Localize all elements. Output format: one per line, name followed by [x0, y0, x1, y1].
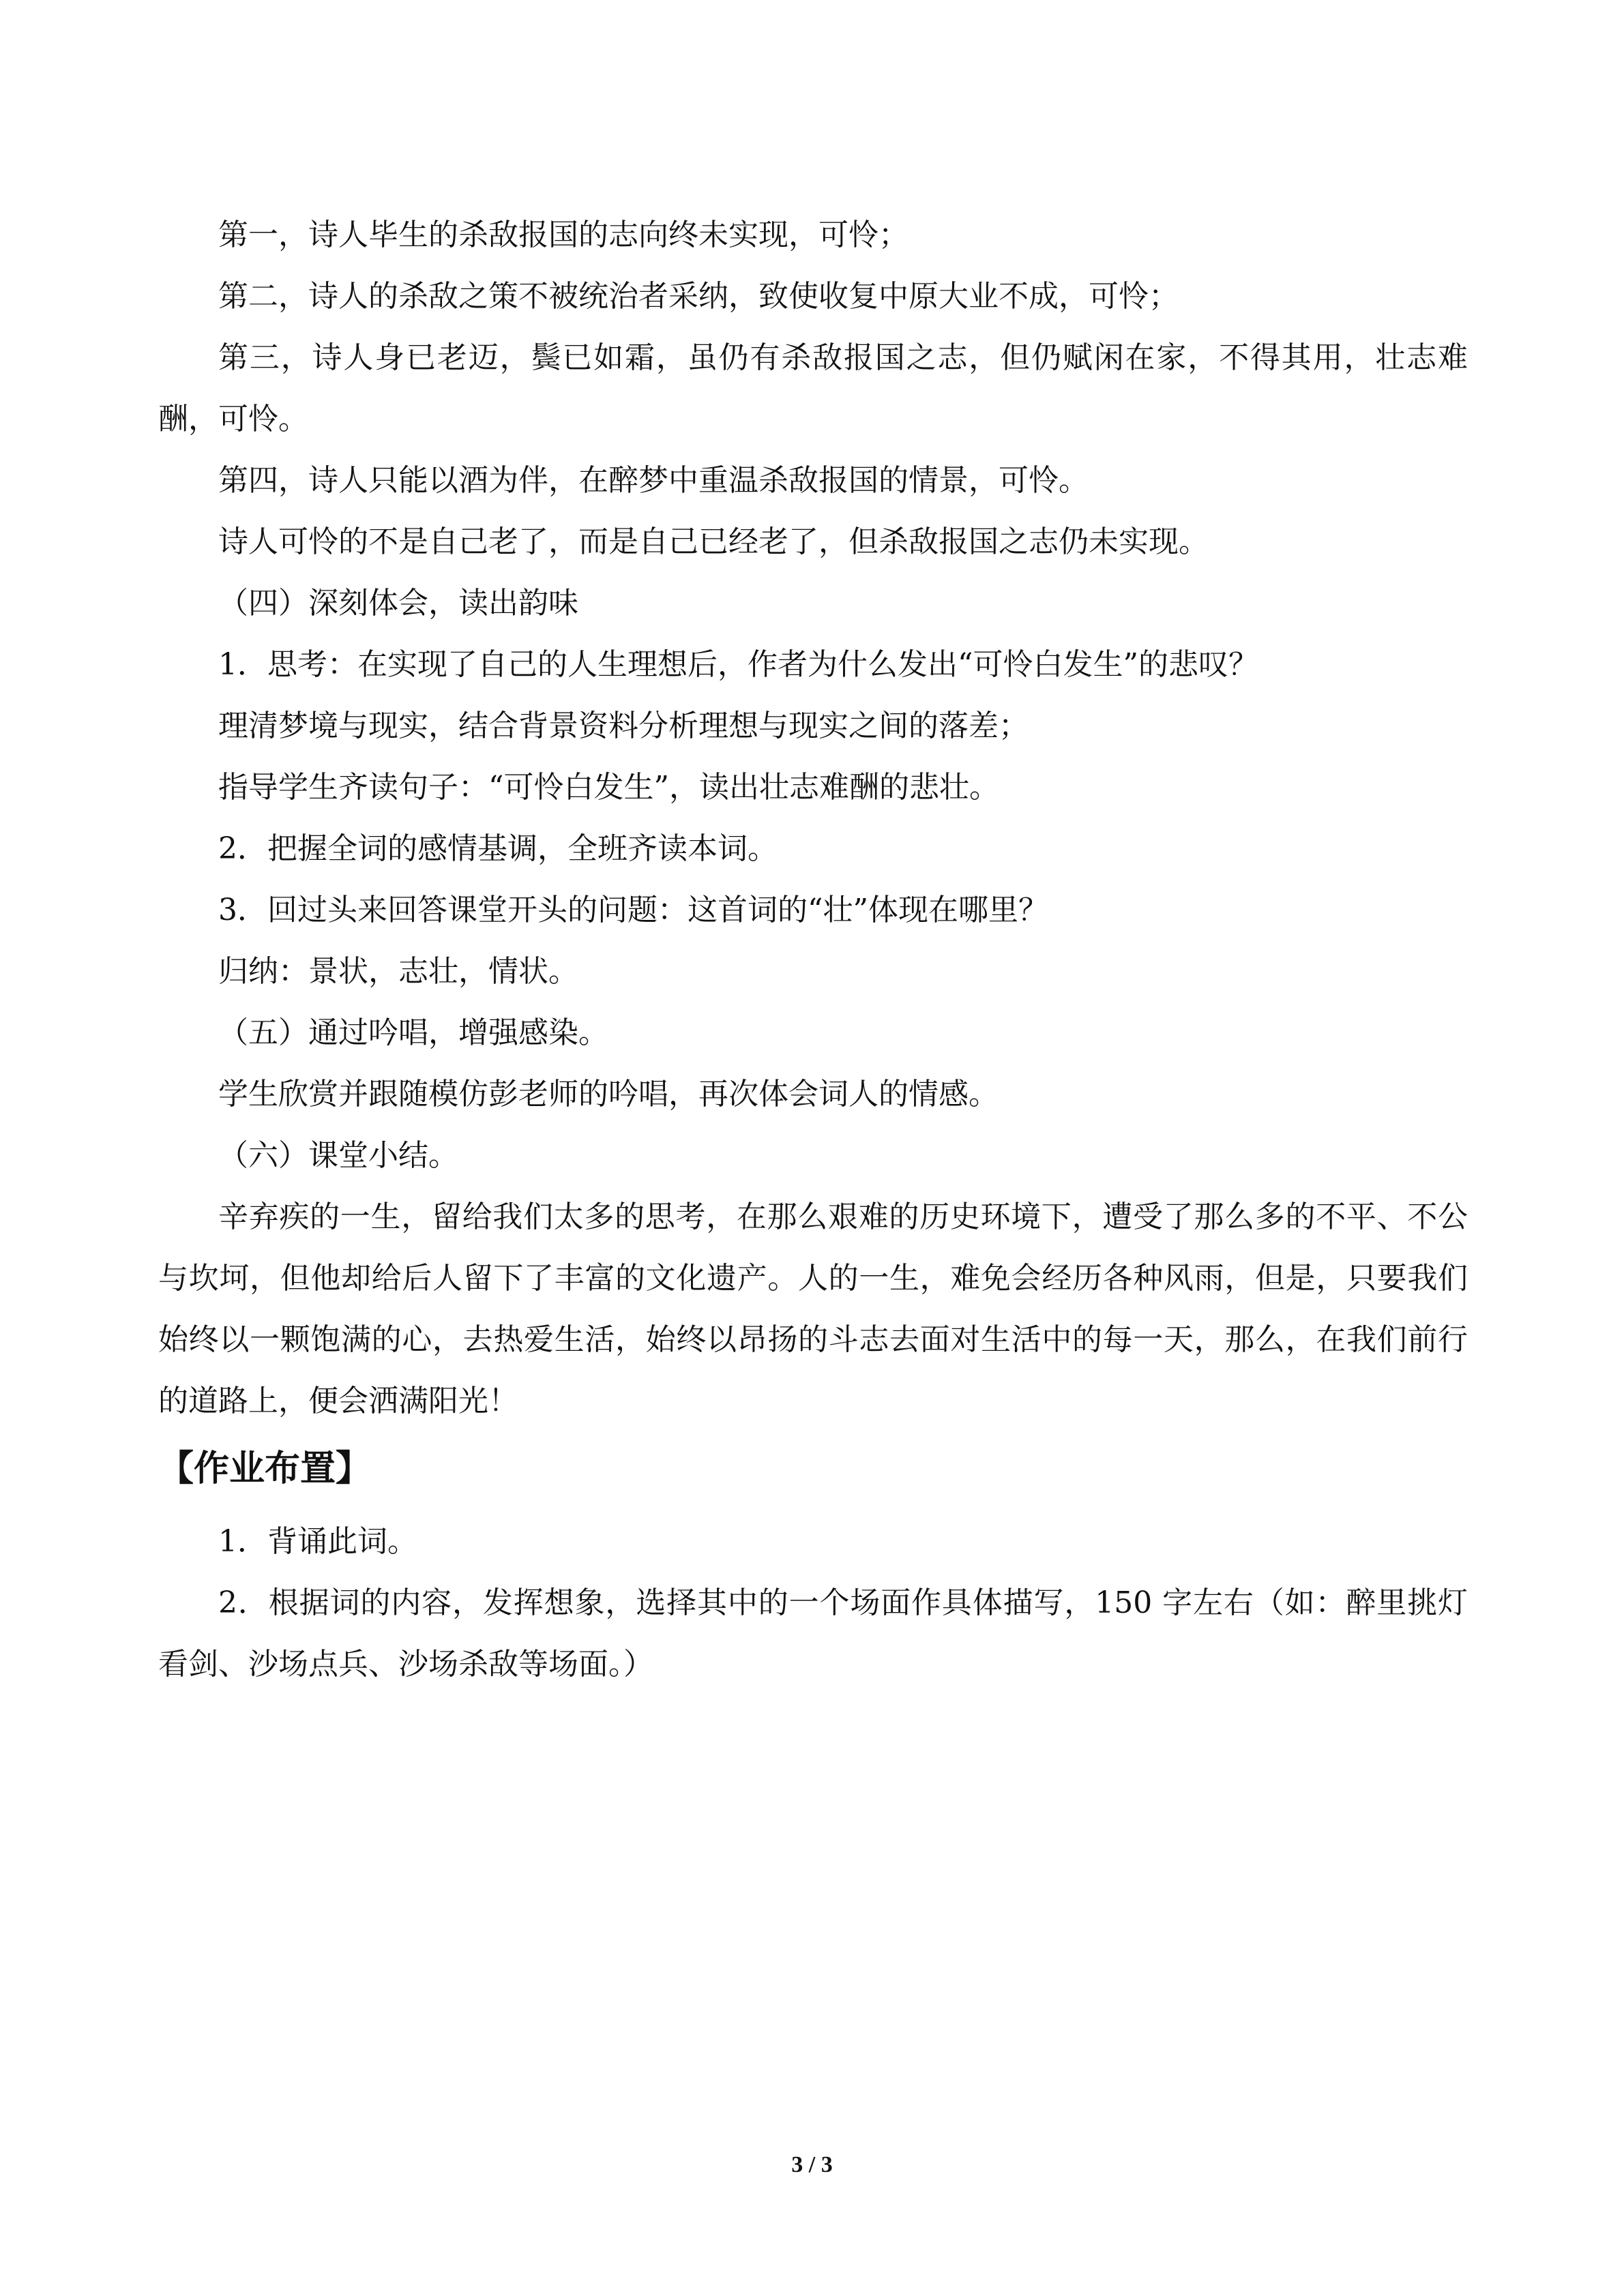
paragraph-first: 第一，诗人毕生的杀敌报国的志向终未实现，可怜；	[218, 218, 909, 252]
homework-heading: 【作业布置】	[158, 1448, 372, 1489]
paragraph-second: 第二，诗人的杀敌之策不被统治者采纳，致使收复中原大业不成，可怜；	[218, 279, 1179, 314]
page-number: 3 / 3	[791, 2152, 833, 2177]
paragraph-summary-pity: 诗人可怜的不是自己老了，而是自己已经老了，但杀敌报国之志仍未实现。	[218, 524, 1209, 559]
paragraph-class-summary: 辛弃疾的一生，留给我们太多的思考，在那么艰难的历史环境下，遭受了那么多的不平、不公与坎坷，但他却给后人留下了丰富的文化遗产。人的一生，难免会经历各种风雨，但是，只要我们始终以一颗饱满的心，去热爱生活，始终以昂扬的斗志去面对生活中的每一天，那么，在我们前行的道路上，便会洒满阳光！	[158, 1199, 1468, 1418]
question-three: 3．回过头来回答课堂开头的问题：这首词的“壮”体现在哪里？	[218, 893, 1048, 927]
homework-item-1: 1．背诵此词。	[218, 1524, 417, 1559]
paragraph-fourth: 第四，诗人只能以酒为伴，在醉梦中重温杀敌报国的情景，可怜。	[218, 463, 1089, 498]
section-heading-five: （五）通过吟唱，增强感染。	[218, 1015, 608, 1050]
paragraph-third: 第三，诗人身已老迈，鬓已如霜，虽仍有杀敌报国之志，但仍赋闲在家，不得其用，壮志难酬，可怜。	[158, 340, 1468, 436]
question-one: 1．思考：在实现了自己的人生理想后，作者为什么发出“可怜白发生”的悲叹？	[218, 647, 1258, 682]
section-gap	[158, 1506, 1468, 1511]
paragraph-dream-reality: 理清梦境与现实，结合背景资料分析理想与现实之间的落差；	[218, 709, 1029, 743]
paragraph-singing: 学生欣赏并跟随模仿彭老师的吟唱，再次体会词人的情感。	[218, 1077, 999, 1112]
homework-item-2: 2．根据词的内容，发挥想象，选择其中的一个场面作具体描写，150 字左右（如：醉里挑灯看剑、沙场点兵、沙场杀敌等场面。）	[158, 1585, 1468, 1682]
paragraph-guide-reading: 指导学生齐读句子：“可怜白发生”，读出壮志难酬的悲壮。	[218, 770, 999, 805]
document-body	[158, 205, 1468, 1695]
question-two: 2．把握全词的感情基调，全班齐读本词。	[218, 831, 778, 866]
section-heading-six: （六）课堂小结。	[218, 1138, 458, 1173]
section-heading-four: （四）深刻体会，读出韵味	[218, 586, 578, 621]
paragraph-conclusion: 归纳：景状，志壮，情状。	[218, 954, 578, 989]
